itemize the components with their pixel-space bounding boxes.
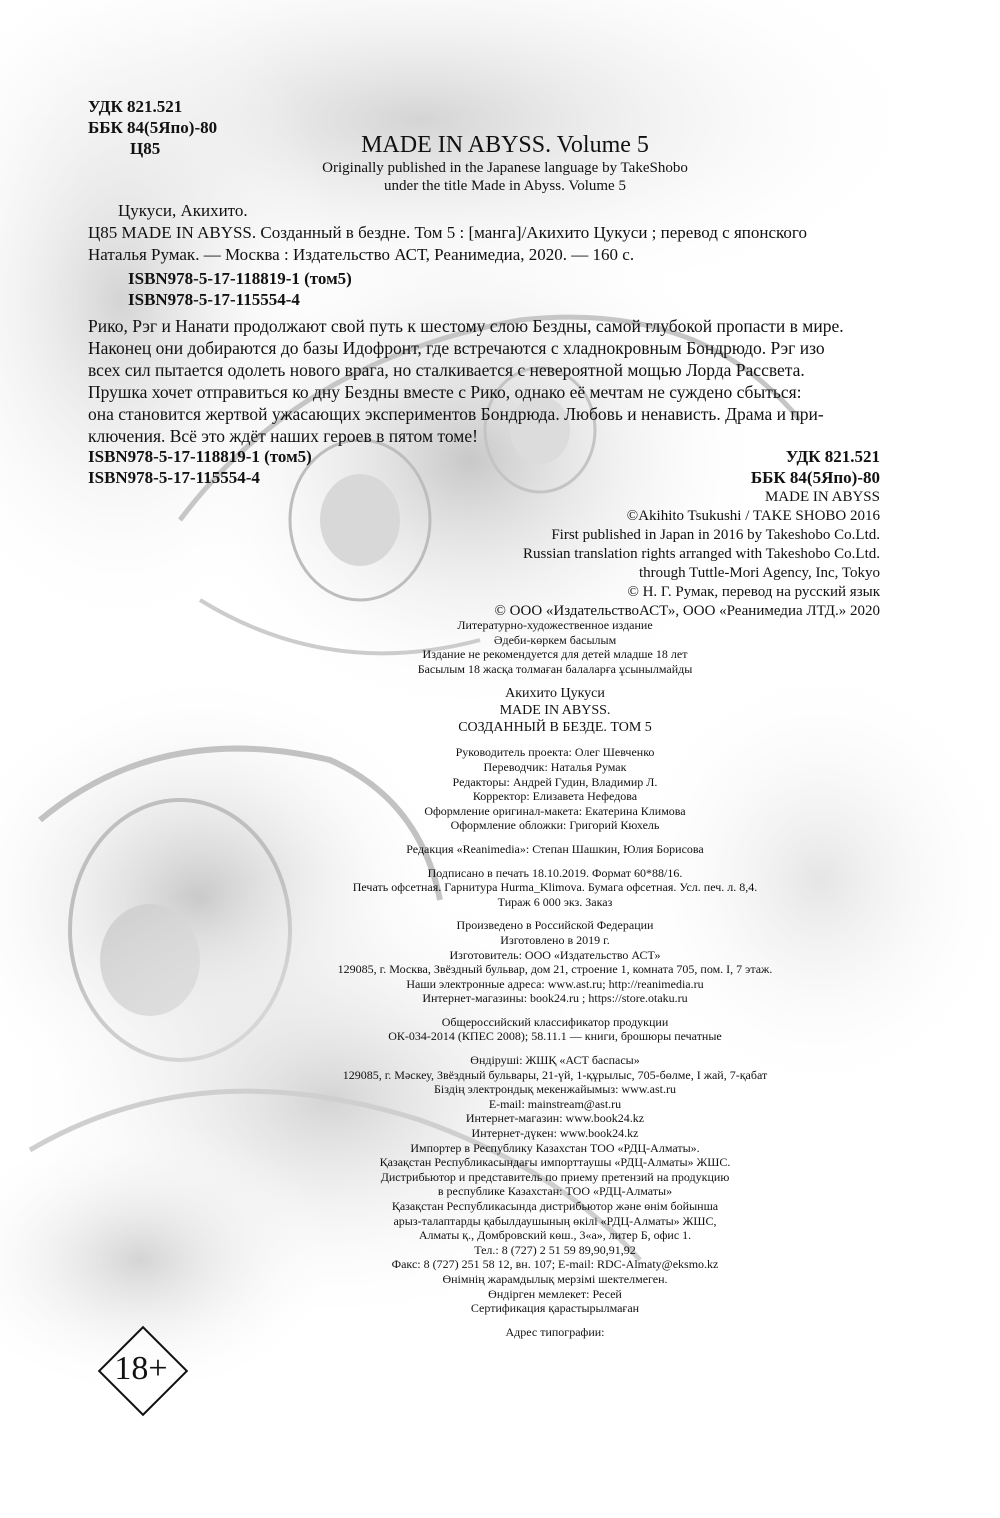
manufacturer-line: Произведено в Российской Федерации — [456, 918, 654, 933]
imprint-line: Издание не рекомендуется для детей младше 18 лет — [422, 647, 688, 662]
catalog-entry-line: Наталья Румак. — Москва : Издательство АСТ, Реанимедиа, 2020. — 160 с. — [88, 245, 635, 264]
kazakh-line: Өндірген мемлекет: Ресей — [488, 1286, 622, 1301]
classifier-line: ОК-034-2014 (КПЕС 2008); 58.11.1 — книги, брошюры печатные — [388, 1029, 722, 1044]
rights-line: First published in Japan in 2016 by Takeshobo Co.Ltd. — [551, 527, 880, 543]
annotation-line: всех сил пытается одолеть нового врага, но сталкивается с невероятной мощью Лорда Рассвета. — [88, 360, 805, 380]
bbk-code: ББК 84(5Япо)-80 — [88, 118, 218, 137]
rights-line: ©Akihito Tsukushi / TAKE SHOBO 2016 — [626, 508, 880, 524]
isbn-series: ISBN978-5-17-115554-4 — [128, 290, 300, 309]
kazakh-line: арыз-талаптарды қабылдаушының өкілі «РДЦ-Алматы» ЖШС, — [393, 1213, 717, 1228]
kazakh-line: Тел.: 8 (727) 2 51 59 89,90,91,92 — [474, 1242, 636, 1257]
kazakh-line: Өндіруші: ЖШҚ «АСТ баспасы» — [470, 1053, 640, 1068]
editorial-line: Редакция «Reanimedia»: Степан Шашкин, Юлия Борисова — [406, 841, 704, 856]
rights-line: Russian translation rights arranged with Takeshobo Co.Ltd. — [523, 546, 880, 562]
rights-line: through Tuttle-Mori Agency, Inc, Tokyo — [638, 565, 880, 581]
title-block — [270, 131, 740, 195]
catalog-entry — [88, 200, 807, 266]
imprint-subtitle: СОЗДАННЫЙ В БЕЗДЕ. ТОМ 5 — [458, 720, 652, 736]
manufacturer-line: Изготовлено в 2019 г. — [500, 932, 610, 947]
isbn-volume: ISBN978-5-17-118819-1 (том5) — [128, 269, 352, 288]
rights-block — [280, 446, 880, 621]
staff-line: Переводчик: Наталья Румак — [483, 759, 627, 774]
rights-line: © Н. Г. Румак, перевод на русский язык — [627, 584, 880, 600]
manufacturer-line: 129085, г. Москва, Звёздный бульвар, дом 21, строение 1, комната 705, пом. I, 7 этаж. — [337, 962, 773, 977]
genre-section — [200, 618, 910, 676]
imprint-block — [200, 618, 910, 1339]
age-rating-label: 18+ — [114, 1350, 168, 1387]
kazakh-line: Дистрибьютор и представитель по приему претензий на продукцию — [380, 1169, 730, 1184]
manufacturer-line: Интернет-магазины: book24.ru ; https://store.otaku.ru — [422, 991, 688, 1006]
manufacturer-line: Изготовитель: ООО «Издательство АСТ» — [449, 947, 661, 962]
manufacturer-section — [200, 918, 910, 1006]
original-title-line: under the title Made in Abyss. Volume 5 — [384, 178, 626, 194]
kazakh-line: Біздің электрондық мекенжайымыз: www.ast.ru — [434, 1082, 676, 1097]
imprint-line: Басылым 18 жасқа толмаған балаларға ұсынылмайды — [417, 661, 693, 676]
age-rating-badge — [97, 1325, 185, 1413]
staff-line: Руководитель проекта: Олег Шевченко — [455, 745, 655, 760]
staff-line: Оформление обложки: Григорий Кюхель — [450, 818, 660, 833]
print-section — [200, 866, 910, 910]
kazakh-section — [200, 1053, 910, 1316]
kazakh-line: Интернет-магазин: www.book24.kz — [465, 1111, 645, 1126]
staff-section — [200, 745, 910, 833]
annotation-line: она становится жертвой ужасающих экспериментов Бондрюда. Любовь и ненависть. Драма и при- — [88, 404, 824, 424]
annotation-line: ключения. Всё это ждёт наших героев в пятом томе! — [88, 426, 478, 446]
imprint-author: Акихито Цукуси — [505, 686, 605, 702]
kazakh-line: в республике Казахстан: ТОО «РДЦ-Алматы» — [437, 1184, 673, 1199]
staff-line: Оформление оригинал-макета: Екатерина Климова — [424, 803, 686, 818]
isbn-volume: ISBN978-5-17-118819-1 (том5) — [88, 447, 312, 466]
staff-line: Корректор: Елизавета Нефедова — [472, 789, 638, 804]
annotation-line: Наконец они добираются до базы Идофронт, где встречаются с хладнокровным Бондрюдо. Рэг изо — [88, 338, 825, 358]
kazakh-line: 129085, г. Мәскеу, Звёздный бульвары, 21-үй, 1-құрылыс, 705-бөлме, I жай, 7-қабат — [342, 1067, 768, 1082]
imprint-line: Әдеби-көркем басылым — [493, 632, 617, 647]
udk-code: УДК 821.521 — [88, 97, 183, 116]
kazakh-line: Қазақстан Республикасындағы импорттаушы «РДЦ-Алматы» ЖШС. — [379, 1155, 731, 1170]
kazakh-line: Қазақстан Республикасында дистрибьютор және өнім бойынша — [391, 1199, 719, 1213]
manufacturer-line: Наши электронные адреса: www.ast.ru; http://reanimedia.ru — [406, 976, 704, 991]
annotation — [88, 315, 888, 447]
kazakh-line: Сертификация қарастырылмаған — [470, 1301, 640, 1316]
author-mark: Ц85 — [130, 139, 161, 158]
rights-line: MADE IN ABYSS — [764, 489, 880, 505]
kazakh-line: Факс: 8 (727) 251 58 12, вн. 107; E-mail: RDC-Almaty@eksmo.kz — [391, 1257, 719, 1272]
kazakh-line: Алматы қ., Домбровский көш., 3«а», литер Б, офис 1. — [418, 1228, 692, 1243]
original-publication-line: Originally published in the Japanese language by TakeShobo — [322, 160, 688, 176]
kazakh-line: E-mail: mainstream@ast.ru — [488, 1096, 622, 1111]
isbn-series: ISBN978-5-17-115554-4 — [88, 468, 260, 487]
udk-code: УДК 821.521 — [785, 447, 880, 466]
kazakh-line: Өнімнің жарамдылық мерзімі шектелмеген. — [442, 1271, 668, 1286]
print-line: Подписано в печать 18.10.2019. Формат 60*88/16. — [427, 865, 683, 880]
staff-line: Редакторы: Андрей Гудин, Владимир Л. — [452, 774, 658, 789]
classification-block — [88, 96, 217, 159]
rights-line: © ООО «ИздательствоАСТ», ООО «Реанимедиа ЛТД.» 2020 — [494, 603, 880, 619]
catalog-author: Цукуси, Акихито. — [118, 201, 248, 220]
isbn-block-top — [128, 268, 352, 310]
imprint-line: Литературно-художественное издание — [457, 618, 653, 632]
catalog-entry-line: Ц85 MADE IN ABYSS. Созданный в бездне. Том 5 : [манга]/Акихито Цукуси ; перевод с японского — [88, 223, 807, 242]
annotation-line: Рико, Рэг и Нанати продолжают свой путь к шестому слою Бездны, самой глубокой пропасти в мире. — [88, 316, 844, 336]
kazakh-line: Интернет-дүкен: www.book24.kz — [471, 1126, 639, 1141]
classifier-section — [200, 1015, 910, 1044]
bbk-code: ББК 84(5Япо)-80 — [750, 468, 880, 487]
book-section — [200, 685, 910, 736]
typography-address: Адрес типографии: — [505, 1324, 605, 1339]
isbn-block-bottom — [88, 446, 312, 488]
classifier-line: Общероссийский классификатор продукции — [441, 1014, 669, 1029]
book-title: MADE IN ABYSS. Volume 5 — [361, 132, 649, 158]
print-line: Печать офсетная. Гарнитура Hurma_Klimova. Бумага офсетная. Усл. печ. л. 8,4. — [352, 880, 758, 895]
annotation-line: Прушка хочет отправиться ко дну Бездны вместе с Рико, однако её мечтам не суждено сбыться: — [88, 382, 802, 402]
imprint-title: MADE IN ABYSS. — [499, 703, 611, 719]
kazakh-line: Импортер в Республику Казахстан ТОО «РДЦ-Алматы». — [410, 1140, 700, 1155]
print-line: Тираж 6 000 экз. Заказ — [497, 894, 613, 909]
